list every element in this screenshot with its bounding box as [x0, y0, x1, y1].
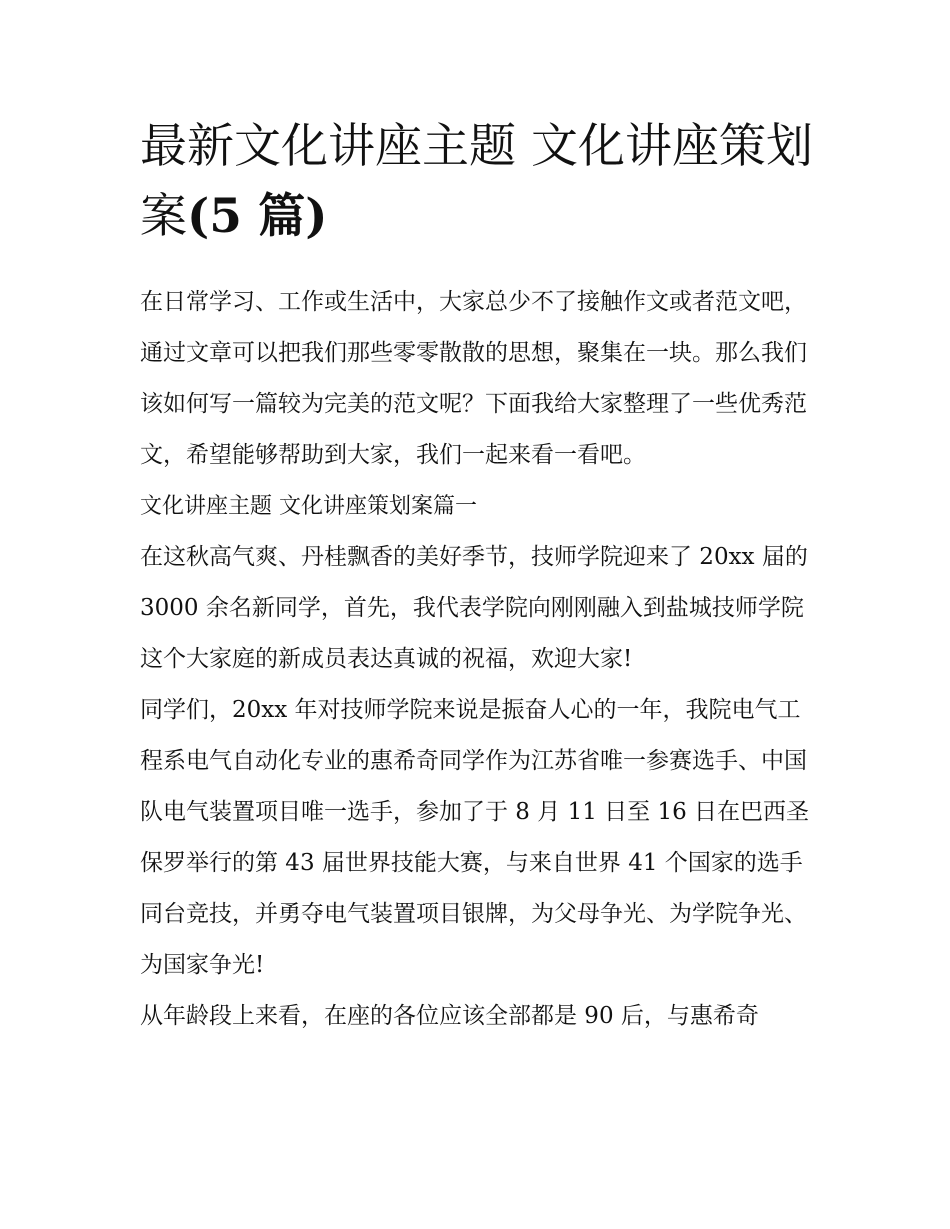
title-main: 最新文化讲座主题 文化讲座策划案: [140, 119, 813, 244]
intro-paragraph: 在日常学习、工作或生活中，大家总少不了接触作文或者范文吧，通过文章可以把我们那些零零散散的思想，聚集在一块。那么我们该如何写一篇较为完美的范文呢？下面我给大家整理了一些优秀范文，希望能够帮助到大家，我们一起来看一看吧。: [140, 289, 807, 468]
document-body: [140, 277, 812, 1042]
body-paragraph-age: 从年龄段上来看，在座的各位应该全部都是 90 后，与惠希奇: [140, 1003, 759, 1029]
title-suffix: (5 篇): [187, 189, 328, 244]
page-title: [140, 112, 820, 252]
body-paragraph-welcome: 在这秋高气爽、丹桂飘香的美好季节，技师学院迎来了 20xx 届的 3000 余名新同学，首先，我代表学院向刚刚融入到盐城技师学院这个大家庭的新成员表达真诚的祝福，欢迎大家!: [140, 544, 808, 672]
body-paragraph-achievement: 同学们，20xx 年对技师学院来说是振奋人心的一年，我院电气工程系电气自动化专业的惠希奇同学作为江苏省唯一参赛选手、中国队电气装置项目唯一选手，参加了于 8 月 11 日至 16 日在巴西圣保罗举行的第 43 届世界技能大赛，与来自世界 41 个国家的选手同台竞技，并勇夺电气装置项目银牌，为父母争光、为学院争光、为国家争光!: [140, 697, 810, 978]
section-heading: 文化讲座主题 文化讲座策划案篇一: [140, 494, 477, 519]
